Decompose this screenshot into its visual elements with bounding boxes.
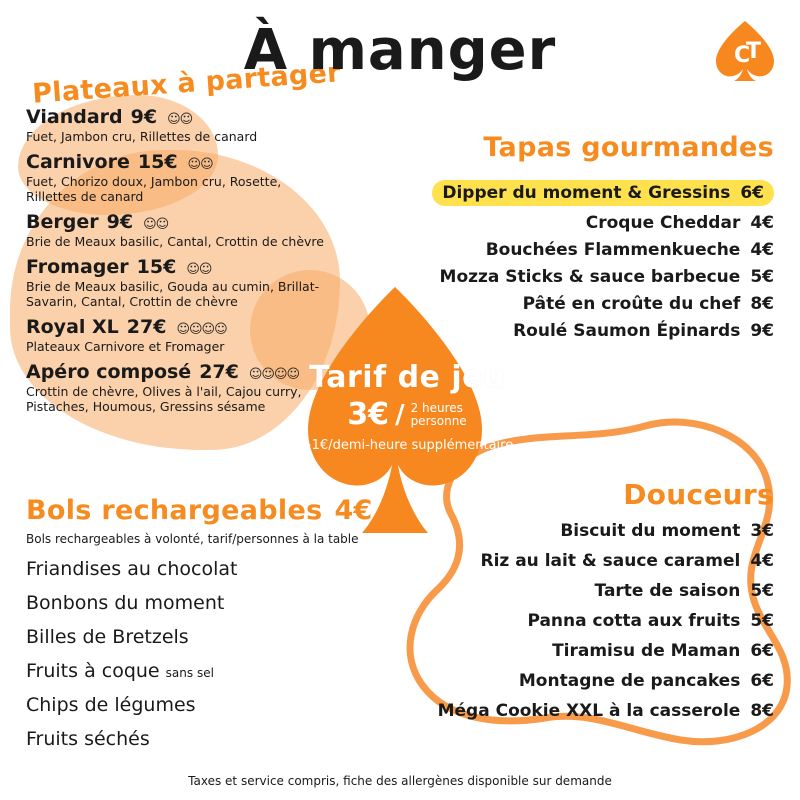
plateau-price: 15€	[136, 256, 177, 278]
tapas-price: 9€	[750, 321, 774, 341]
tapas-item	[424, 213, 774, 233]
tapas-item	[424, 294, 774, 314]
douceurs-item	[404, 581, 774, 601]
footer-note: Taxes et service compris, fiche des allergènes disponible sur demande	[188, 774, 612, 788]
section-bols	[26, 495, 396, 750]
tapas-price: 4€	[750, 213, 774, 233]
bols-heading: Bols rechargeables	[26, 495, 323, 526]
douceurs-price: 6€	[750, 671, 774, 691]
douceurs-name: Tiramisu de Maman	[552, 641, 741, 661]
tapas-heading: Tapas gourmandes	[483, 132, 774, 163]
douceurs-name: Méga Cookie XXL à la casserole	[437, 701, 741, 721]
plateau-name: Royal XL	[26, 316, 119, 338]
plateau-name: Carnivore	[26, 151, 130, 173]
tarif-unit-duration: 2 heures	[410, 400, 463, 415]
plateau-price: 27€	[126, 316, 167, 338]
plateau-name: Fromager	[26, 256, 129, 278]
tapas-price: 5€	[750, 267, 774, 287]
tapas-name: Mozza Sticks & sauce barbecue	[439, 267, 741, 287]
douceurs-name: Riz au lait & sauce caramel	[480, 551, 741, 571]
plateau-description: Brie de Meaux basilic, Cantal, Crottin de chèvre	[26, 234, 324, 249]
plateaux-heading: Plateaux à partager	[31, 57, 342, 110]
douceurs-name: Panna cotta aux fruits	[527, 611, 741, 631]
douceurs-price: 5€	[750, 581, 774, 601]
plateau-item	[26, 106, 371, 144]
tapas-price: 8€	[750, 294, 774, 314]
douceurs-item	[404, 641, 774, 661]
tarif-title: Tarif de jeu	[309, 360, 505, 395]
brand-logo	[712, 18, 778, 84]
douceurs-item	[404, 551, 774, 571]
plateau-description: Brie de Meaux basilic, Gouda au cumin, Brillat-Savarin, Cantal, Crottin de chèvre	[26, 279, 320, 309]
tapas-name: Dipper du moment & Gressins	[442, 183, 731, 203]
douceurs-item	[404, 671, 774, 691]
douceurs-price: 8€	[750, 701, 774, 721]
section-tapas	[424, 132, 774, 341]
bols-item: Billes de Bretzels	[26, 626, 189, 648]
tarif-separator: /	[395, 399, 405, 430]
tapas-item-highlighted	[432, 180, 774, 206]
people-icon: ☺☺	[187, 157, 213, 172]
bols-item: Friandises au chocolat	[26, 558, 238, 580]
people-icon: ☺☺	[143, 217, 169, 232]
douceurs-price: 4€	[750, 551, 774, 571]
plateau-description: Fuet, Chorizo doux, Jambon cru, Rosette, Rillettes de canard	[26, 174, 282, 204]
douceurs-item	[404, 701, 774, 721]
plateau-name: Berger	[26, 211, 99, 233]
tarif-extra-note: +1€/demi-heure supplémentaire	[300, 438, 514, 453]
douceurs-name: Tarte de saison	[594, 581, 741, 601]
logo-letter-c: C	[734, 43, 751, 68]
plateau-price: 15€	[137, 151, 178, 173]
plateau-item	[26, 316, 371, 354]
tapas-price: 4€	[750, 240, 774, 260]
tapas-name: Croque Cheddar	[585, 213, 741, 233]
plateau-description: Plateaux Carnivore et Fromager	[26, 339, 225, 354]
bols-note: Bols rechargeables à volonté, tarif/personnes à la table	[26, 532, 359, 546]
tapas-name: Pâté en croûte du chef	[522, 294, 741, 314]
plateau-item	[26, 151, 371, 204]
douceurs-price: 5€	[750, 611, 774, 631]
bols-item: Bonbons du moment	[26, 592, 225, 614]
tapas-name: Roulé Saumon Épinards	[513, 321, 741, 341]
tapas-name: Bouchées Flammenkueche	[485, 240, 741, 260]
douceurs-price: 6€	[750, 641, 774, 661]
tapas-price: 6€	[740, 183, 764, 203]
plateau-item	[26, 256, 371, 309]
tapas-item	[424, 321, 774, 341]
plateau-name: Viandard	[26, 106, 123, 128]
people-icon: ☺☺	[167, 112, 193, 127]
bols-item: Chips de légumes	[26, 694, 196, 716]
people-icon: ☺☺☺☺	[176, 322, 227, 337]
douceurs-item	[404, 611, 774, 631]
bols-item-label: Fruits à coque	[26, 660, 160, 682]
bols-price: 4€	[334, 495, 373, 526]
tapas-item	[424, 240, 774, 260]
bols-item-suffix: sans sel	[165, 666, 214, 680]
douceurs-item	[404, 521, 774, 541]
page-title: À manger	[243, 18, 557, 83]
people-icon: ☺☺☺☺	[248, 367, 300, 382]
logo-letter-t: T	[746, 39, 762, 64]
people-icon: ☺☺	[186, 262, 212, 277]
plateau-description: Crottin de chèvre, Olives à l'ail, Cajou curry, Pistaches, Houmous, Gressins sésame	[26, 384, 302, 414]
plateau-price: 9€	[130, 106, 158, 128]
section-douceurs	[404, 478, 774, 721]
tarif-unit-person: personne	[410, 413, 467, 428]
tarif-price: 3€	[347, 397, 390, 432]
plateau-price: 9€	[106, 211, 134, 233]
tarif-de-jeu-block	[292, 360, 522, 453]
bols-item: Fruits séchés	[26, 728, 150, 750]
douceurs-name: Biscuit du moment	[560, 521, 741, 541]
douceurs-price: 3€	[750, 521, 774, 541]
plateau-item	[26, 211, 371, 249]
plateau-description: Fuet, Jambon cru, Rillettes de canard	[26, 129, 258, 144]
douceurs-heading: Douceurs	[623, 478, 774, 511]
bols-item	[26, 660, 396, 682]
plateau-name: Apéro composé	[26, 361, 192, 383]
douceurs-name: Montagne de pancakes	[518, 671, 741, 691]
tapas-item	[424, 267, 774, 287]
plateau-price: 27€	[199, 361, 239, 383]
